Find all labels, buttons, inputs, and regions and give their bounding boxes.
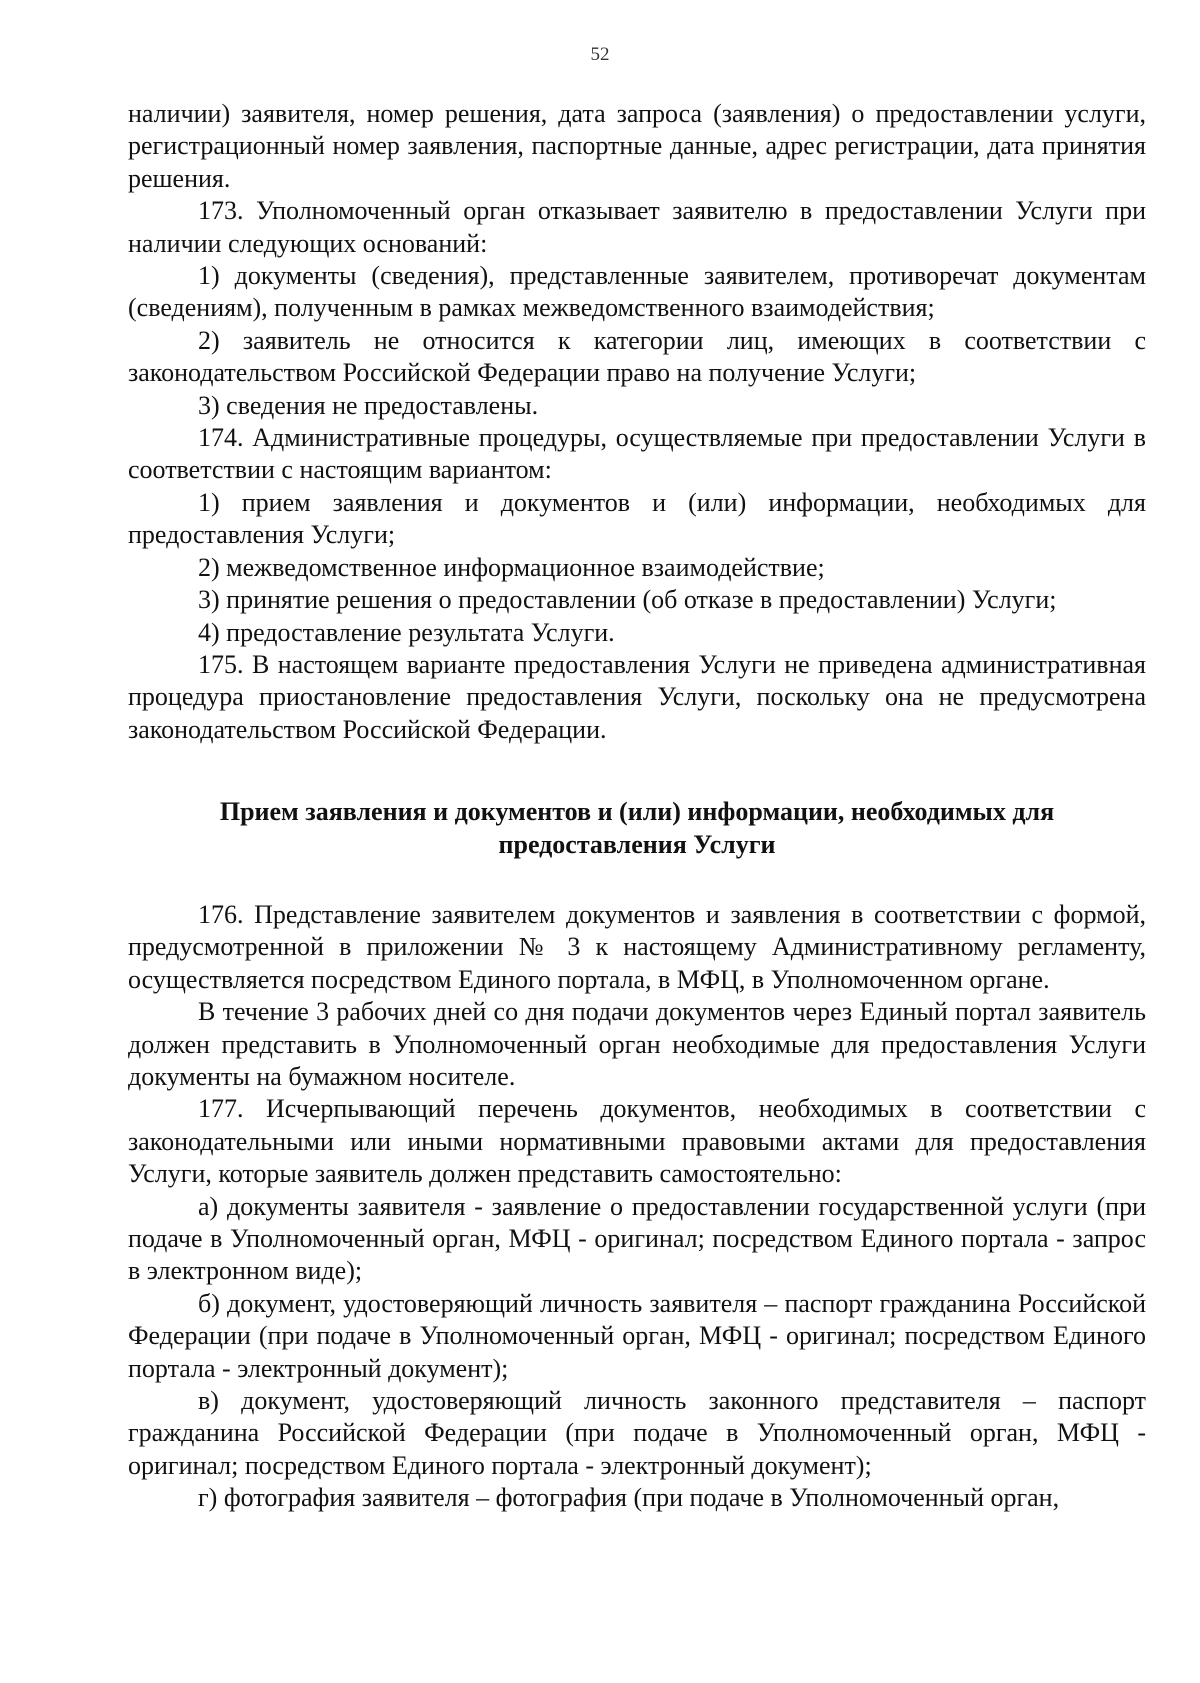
paragraph: наличии) заявителя, номер решения, дата запроса (заявления) о предоставлении услуги, регистрационный номер заявления, паспортные данные, адрес регистрации, дата принятия решения.	[128, 99, 1146, 193]
section-heading-line-2: предоставления Услуги	[498, 829, 776, 859]
paragraph: 176. Представление заявителем документов и заявления в соответствии с формой, предусмотренной в приложении № 3 к настоящему Административному регламенту, осуществляется посредством Единого портала, в МФЦ, в Уполномоченном органе.	[128, 899, 1146, 994]
paragraph: 173. Уполномоченный орган отказывает заявителю в предоставлении Услуги при наличии следующих оснований:	[128, 196, 1146, 258]
paragraphs-after-heading	[128, 899, 1146, 1515]
paragraph: 3) сведения не предоставлены.	[198, 390, 539, 420]
paragraph: 1) документы (сведения), представленные заявителем, противоречат документам (сведениям), полученным в рамках межведомственного взаимодействия;	[128, 261, 1146, 323]
paragraph: В течение 3 рабочих дней со дня подачи документов через Единый портал заявитель должен представить в Уполномоченный орган необходимые для предоставления Услуги документы на бумажном носителе.	[128, 997, 1146, 1091]
paragraph: б) документ, удостоверяющий личность заявителя – паспорт гражданина Российской Федерации (при подаче в Уполномоченный орган, МФЦ - оригинал; посредством Единого портала - электронный документ);	[128, 1288, 1146, 1383]
paragraph: 1) прием заявления и документов и (или) информации, необходимых для предоставления Услуги;	[128, 487, 1146, 550]
section-heading-line-1: Прием заявления и документов и (или) информации, необходимых для	[219, 797, 1055, 827]
paragraph: 2) межведомственное информационное взаимодействие;	[198, 552, 825, 582]
paragraph: 3) принятие решения о предоставлении (об отказе в предоставлении) Услуги;	[198, 585, 1057, 615]
section-heading	[128, 796, 1146, 861]
paragraphs-before-heading	[128, 98, 1146, 746]
document-body	[128, 98, 1146, 1515]
paragraph: а) документы заявителя - заявление о предоставлении государственной услуги (при подаче в Уполномоченный орган, МФЦ - оригинал; посредством Единого портала - запрос в электронном виде);	[128, 1191, 1146, 1286]
paragraph: 2) заявитель не относится к категории лиц, имеющих в соответствии с законодательством Российской Федерации право на получение Услуги;	[128, 325, 1146, 388]
paragraph: 4) предоставление результата Услуги.	[198, 617, 615, 647]
page-number: 52	[590, 44, 610, 65]
paragraph: в) документ, удостоверяющий личность законного представителя – паспорт гражданина Российской Федерации (при подаче в Уполномоченный орган, МФЦ - оригинал; посредством Единого портала - электронный документ);	[128, 1386, 1146, 1480]
paragraph: г) фотография заявителя – фотография (при подаче в Уполномоченный орган,	[198, 1483, 1060, 1513]
paragraph: 177. Исчерпывающий перечень документов, необходимых в соответствии с законодательными или иными нормативными правовыми актами для предоставления Услуги, которые заявитель должен представить самостоятельно:	[128, 1094, 1146, 1189]
paragraph: 175. В настоящем варианте предоставления Услуги не приведена административная процедура приостановление предоставления Услуги, поскольку она не предусмотрена законодательством Российской Федерации.	[128, 649, 1146, 744]
paragraph: 174. Административные процедуры, осуществляемые при предоставлении Услуги в соответствии с настоящим вариантом:	[128, 423, 1146, 485]
